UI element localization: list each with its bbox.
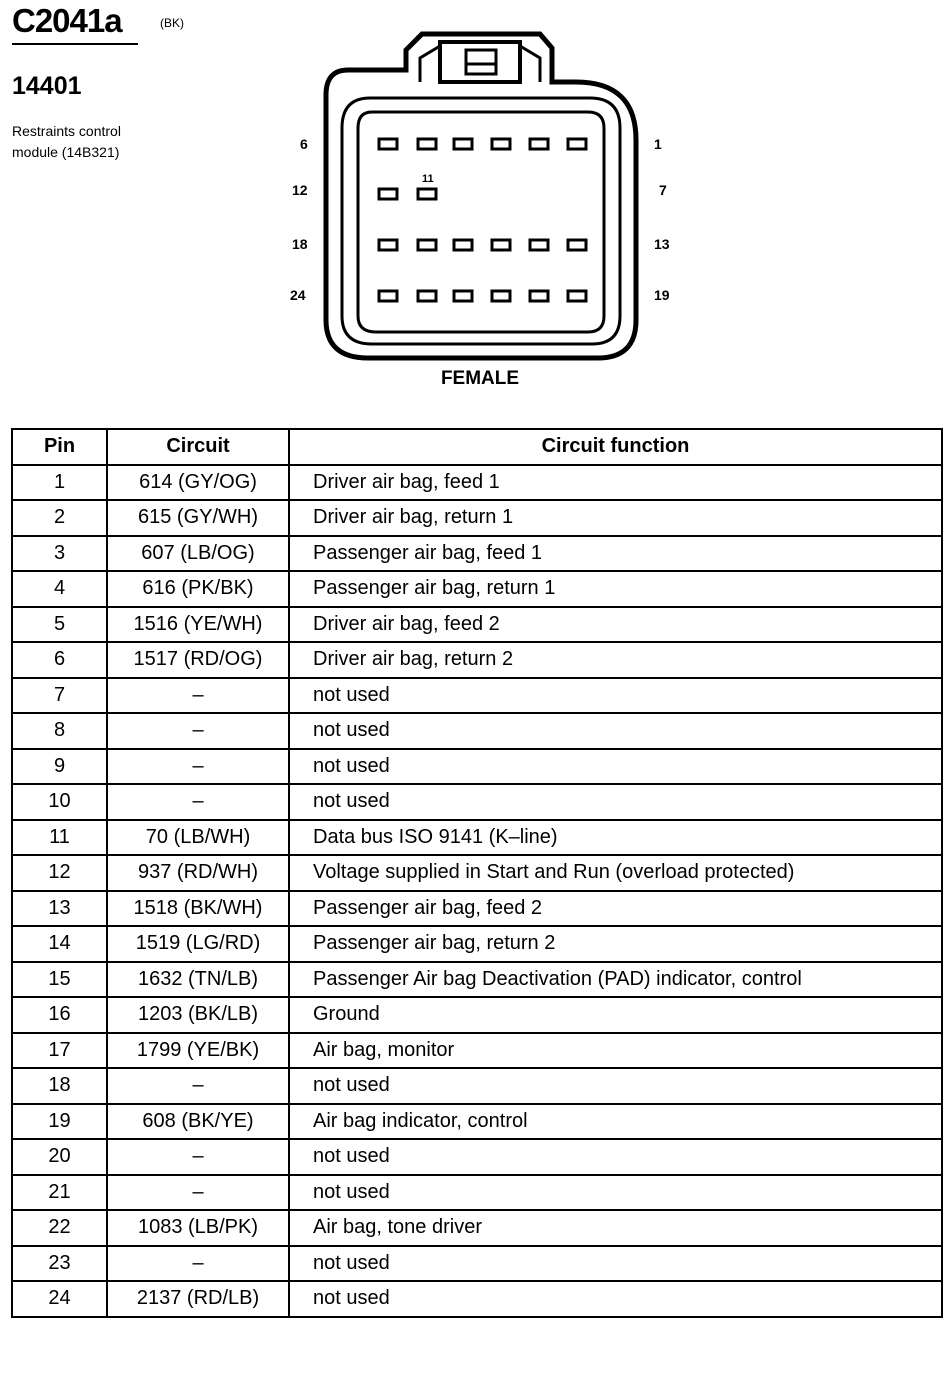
cell-function: Driver air bag, feed 1 xyxy=(289,465,942,501)
cell-circuit: – xyxy=(107,1068,289,1104)
connector-id: C2041a xyxy=(12,2,122,39)
cell-pin: 4 xyxy=(12,571,107,607)
connector-color-code: (BK) xyxy=(160,16,184,30)
cell-function: not used xyxy=(289,1281,942,1317)
table-header-row xyxy=(12,429,942,465)
pin-label-18: 18 xyxy=(292,236,308,252)
cell-pin: 3 xyxy=(12,536,107,572)
cell-circuit: 2137 (RD/LB) xyxy=(107,1281,289,1317)
cell-function: not used xyxy=(289,713,942,749)
table-row xyxy=(12,997,942,1033)
cell-circuit: 608 (BK/YE) xyxy=(107,1104,289,1140)
part-number: 14401 xyxy=(12,72,82,100)
cell-pin: 8 xyxy=(12,713,107,749)
connector-gender-label: FEMALE xyxy=(440,368,520,389)
cell-function: not used xyxy=(289,784,942,820)
cell-function: not used xyxy=(289,1139,942,1175)
cell-pin: 10 xyxy=(12,784,107,820)
table-row xyxy=(12,1175,942,1211)
column-header-function: Circuit function xyxy=(289,429,942,465)
cell-pin: 21 xyxy=(12,1175,107,1211)
cell-circuit: 607 (LB/OG) xyxy=(107,536,289,572)
cell-circuit: 1083 (LB/PK) xyxy=(107,1210,289,1246)
cell-pin: 23 xyxy=(12,1246,107,1282)
latch-icon xyxy=(420,42,540,82)
cell-circuit: – xyxy=(107,713,289,749)
cell-function: not used xyxy=(289,1246,942,1282)
table-row xyxy=(12,500,942,536)
table-row xyxy=(12,1104,942,1140)
table-row xyxy=(12,678,942,714)
cell-function: not used xyxy=(289,678,942,714)
table-row xyxy=(12,820,942,856)
cell-pin: 17 xyxy=(12,1033,107,1069)
cell-circuit: 1516 (YE/WH) xyxy=(107,607,289,643)
pin-label-6: 6 xyxy=(300,136,308,152)
cell-function: Air bag, monitor xyxy=(289,1033,942,1069)
pin-label-1: 1 xyxy=(654,136,662,152)
table-row xyxy=(12,536,942,572)
cell-circuit: – xyxy=(107,1246,289,1282)
table-row xyxy=(12,1246,942,1282)
cell-function: Air bag indicator, control xyxy=(289,1104,942,1140)
cell-pin: 5 xyxy=(12,607,107,643)
cell-circuit: 616 (PK/BK) xyxy=(107,571,289,607)
cell-circuit: 1517 (RD/OG) xyxy=(107,642,289,678)
table-row xyxy=(12,713,942,749)
cell-pin: 15 xyxy=(12,962,107,998)
pin-label-24: 24 xyxy=(290,287,306,303)
cavity-row-1 xyxy=(379,139,586,149)
table-row xyxy=(12,926,942,962)
cell-function: Air bag, tone driver xyxy=(289,1210,942,1246)
table-row xyxy=(12,1068,942,1104)
cell-function: Passenger air bag, return 1 xyxy=(289,571,942,607)
table-row xyxy=(12,749,942,785)
cell-pin: 16 xyxy=(12,997,107,1033)
cell-function: Passenger air bag, return 2 xyxy=(289,926,942,962)
cell-pin: 14 xyxy=(12,926,107,962)
table-row xyxy=(12,607,942,643)
cavity-row-2 xyxy=(379,189,436,199)
cell-pin: 24 xyxy=(12,1281,107,1317)
cavity-row-3 xyxy=(379,240,586,250)
pinout-table xyxy=(11,428,943,1318)
table-row xyxy=(12,1033,942,1069)
cell-pin: 18 xyxy=(12,1068,107,1104)
pinout-table-body xyxy=(12,465,942,1317)
table-row xyxy=(12,1281,942,1317)
table-row xyxy=(12,962,942,998)
table-row xyxy=(12,891,942,927)
cell-pin: 9 xyxy=(12,749,107,785)
table-row xyxy=(12,855,942,891)
pin-label-11: 11 xyxy=(422,173,434,185)
cell-circuit: 937 (RD/WH) xyxy=(107,855,289,891)
cell-function: Voltage supplied in Start and Run (overload protected) xyxy=(289,855,942,891)
cell-function: not used xyxy=(289,1068,942,1104)
cell-circuit: – xyxy=(107,1139,289,1175)
cell-circuit: 1518 (BK/WH) xyxy=(107,891,289,927)
cell-pin: 7 xyxy=(12,678,107,714)
cell-circuit: 70 (LB/WH) xyxy=(107,820,289,856)
cell-pin: 6 xyxy=(12,642,107,678)
cell-circuit: – xyxy=(107,1175,289,1211)
cell-function: Data bus ISO 9141 (K–line) xyxy=(289,820,942,856)
connector-face-diagram xyxy=(0,0,951,400)
cell-circuit: 615 (GY/WH) xyxy=(107,500,289,536)
cell-circuit: 614 (GY/OG) xyxy=(107,465,289,501)
cell-function: Passenger air bag, feed 1 xyxy=(289,536,942,572)
cell-pin: 11 xyxy=(12,820,107,856)
cell-pin: 20 xyxy=(12,1139,107,1175)
cell-pin: 12 xyxy=(12,855,107,891)
description-line-2: module (14B321) xyxy=(12,144,120,160)
cell-circuit: – xyxy=(107,678,289,714)
cell-circuit: 1799 (YE/BK) xyxy=(107,1033,289,1069)
cell-circuit: 1632 (TN/LB) xyxy=(107,962,289,998)
column-header-pin: Pin xyxy=(12,429,107,465)
cell-function: Driver air bag, return 2 xyxy=(289,642,942,678)
cell-function: not used xyxy=(289,1175,942,1211)
cell-pin: 13 xyxy=(12,891,107,927)
cell-function: Passenger air bag, feed 2 xyxy=(289,891,942,927)
cell-circuit: 1519 (LG/RD) xyxy=(107,926,289,962)
pin-label-13: 13 xyxy=(654,236,670,252)
cell-function: Ground xyxy=(289,997,942,1033)
pin-label-7: 7 xyxy=(659,182,667,198)
cell-pin: 2 xyxy=(12,500,107,536)
cell-circuit: – xyxy=(107,749,289,785)
table-row xyxy=(12,1210,942,1246)
column-header-circuit: Circuit xyxy=(107,429,289,465)
cell-pin: 22 xyxy=(12,1210,107,1246)
cell-function: Driver air bag, feed 2 xyxy=(289,607,942,643)
table-row xyxy=(12,642,942,678)
connector-inner-housing xyxy=(342,98,620,344)
cell-function: Driver air bag, return 1 xyxy=(289,500,942,536)
cavity-row-4 xyxy=(379,291,586,301)
cell-function: not used xyxy=(289,749,942,785)
pin-label-19: 19 xyxy=(654,287,670,303)
cell-function: Passenger Air bag Deactivation (PAD) indicator, control xyxy=(289,962,942,998)
table-row xyxy=(12,1139,942,1175)
pin-label-12: 12 xyxy=(292,182,308,198)
table-row xyxy=(12,465,942,501)
description-line-1: Restraints control xyxy=(12,123,121,139)
cell-circuit: 1203 (BK/LB) xyxy=(107,997,289,1033)
cell-circuit: – xyxy=(107,784,289,820)
table-row xyxy=(12,571,942,607)
table-row xyxy=(12,784,942,820)
cell-pin: 1 xyxy=(12,465,107,501)
cell-pin: 19 xyxy=(12,1104,107,1140)
